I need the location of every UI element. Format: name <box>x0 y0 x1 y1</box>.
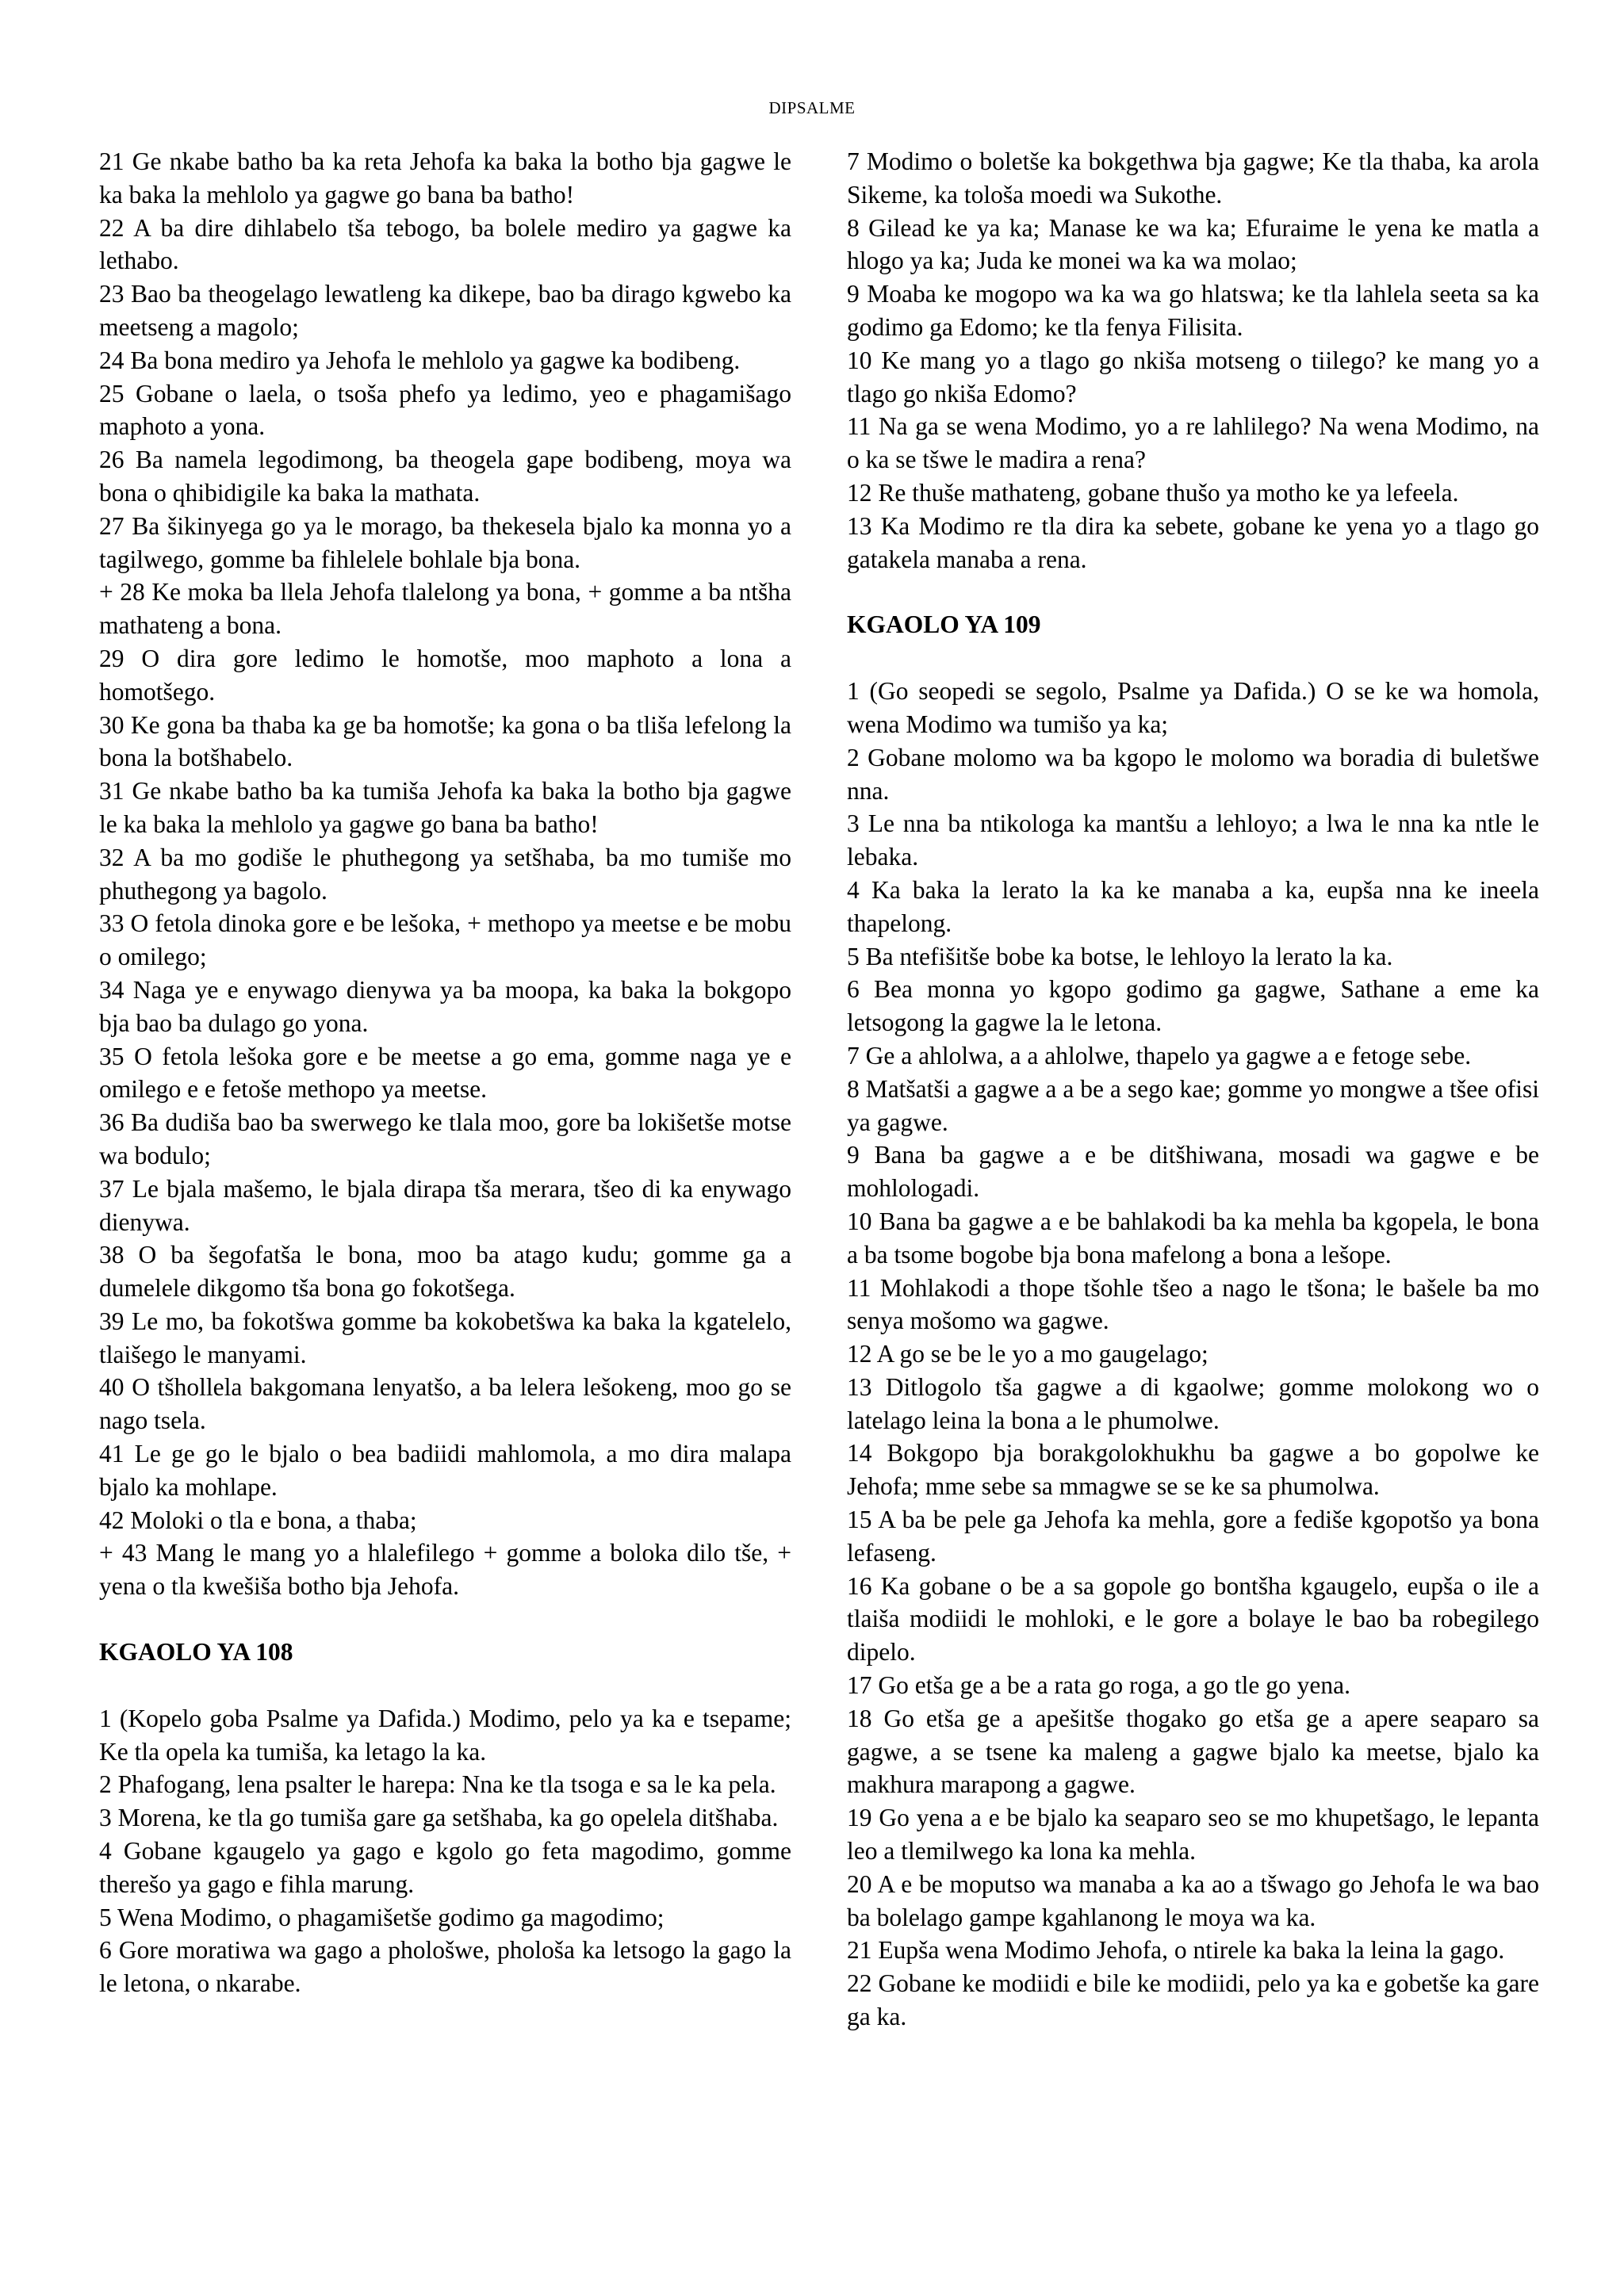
verse: 12 A go se be le yo a mo gaugelago; <box>847 1340 1208 1368</box>
verse: 33 O fetola dinoka gore e be lešoka, + methopo ya meetse e be mobu o omilego; <box>99 909 791 971</box>
verse: 25 Gobane o laela, o tsoša phefo ya ledimo, yeo e phagamišago maphoto a yona. <box>99 379 791 441</box>
verse: 24 Ba bona mediro ya Jehofa le mehlolo ya gagwe ka bodibeng. <box>99 346 741 374</box>
verse: 5 Ba ntefišitše bobe ka botse, le lehloyo la lerato la ka. <box>847 942 1393 970</box>
verse: 2 Phafogang, lena psalter le harepa: Nna ke tla tsoga e sa le ka pela. <box>99 1770 776 1799</box>
verse: 8 Matšatši a gagwe a a be a sego kae; gomme yo mongwe a tšee ofisi ya gagwe. <box>847 1074 1539 1136</box>
verse: 42 Moloki o tla e bona, a thaba; <box>99 1506 417 1534</box>
right-column <box>847 145 1539 2034</box>
running-header: DIPSALME <box>768 98 856 117</box>
verse: 19 Go yena a e be bjalo ka seaparo seo se mo khupetšago, le lepanta leo a tlemilwego ka lona ka mehla. <box>847 1804 1539 1866</box>
verse: + 43 Mang le mang yo a hlalefilego + gomme a boloka dilo tše, + yena o tla kwešiša botho bja Jehofa. <box>99 1539 791 1601</box>
verse: 1 (Go seopedi se segolo, Psalme ya Dafida.) O se ke wa homola, wena Modimo wa tumišo ya ka; <box>847 677 1539 738</box>
verse: 16 Ka gobane o be a sa gopole go bontšha kgaugelo, eupša o ile a tlaiša modiidi le mohloki, e le gore a bolaye le bao ba robegilego dipelo. <box>847 1571 1539 1667</box>
verse: 18 Go etša ge a apešitše thogako go etša ge a apere seaparo sa gagwe, a se tsene ka maleng a gagwe bjalo ka meetse, bjalo ka makhura marapong a gagwe. <box>847 1704 1539 1799</box>
verses-psalm-108-cont <box>847 145 1539 576</box>
verse: 6 Bea monna yo kgopo godimo ga gagwe, Sathane a eme ka letsogong la gagwe la le letona. <box>847 975 1539 1037</box>
verse: 14 Bokgopo bja borakgolokhukhu ba gagwe a bo gopolwe ke Jehofa; mme sebe sa mmagwe se se ke sa phumolwa. <box>847 1439 1539 1501</box>
verse: 11 Mohlakodi a thope tšohle tšeo a nago le tšona; le bašele ba mo senya mošomo wa gagwe. <box>847 1273 1539 1335</box>
verse: 9 Moaba ke mogopo wa ka wa go hlatswa; ke tla lahlela seeta sa ka godimo ga Edomo; ke tla fenya Filisita. <box>847 280 1539 341</box>
verse: 30 Ke gona ba thaba ka ge ba homotše; ka gona o ba tliša lefelong la bona la botšhabelo. <box>99 710 791 772</box>
verse: 17 Go etša ge a be a rata go roga, a go tle go yena. <box>847 1671 1350 1700</box>
verse: 23 Bao ba theogelago lewatleng ka dikepe, bao ba dirago kgwebo ka meetseng a magolo; <box>99 280 791 341</box>
verse: 3 Le nna ba ntikologa ka mantšu a lehloyo; a lwa le nna ka ntle le lebaka. <box>847 809 1539 871</box>
verses-psalm-108 <box>99 1702 791 2000</box>
verse: 4 Ka baka la lerato la ka ke manaba a ka, eupša nna ke ineela thapelong. <box>847 875 1539 937</box>
verse: 1 (Kopelo goba Psalme ya Dafida.) Modimo, pelo ya ka e tsepame; Ke tla opela ka tumiša, ka letago la ka. <box>99 1704 791 1766</box>
verses-psalm-109 <box>847 675 1539 2034</box>
verse: 10 Bana ba gagwe a e be bahlakodi ba ka mehla ba kgopela, le bona a ba tsome bogobe bja bona mafelong a bona a lešope. <box>847 1207 1539 1269</box>
verse: 13 Ka Modimo re tla dira ka sebete, gobane ke yena yo a tlago go gatakela manaba a rena. <box>847 511 1539 573</box>
verse: 40 O tšhollela bakgomana lenyatšo, a ba lelera lešokeng, moo go se nago tsela. <box>99 1373 791 1435</box>
verse: 15 A ba be pele ga Jehofa ka mehla, gore a fediše kgopotšo ya bona lefaseng. <box>847 1506 1539 1567</box>
verse: 7 Ge a ahlolwa, a a ahlolwe, thapelo ya gagwe a e fetoge sebe. <box>847 1041 1472 1070</box>
verse: 21 Ge nkabe batho ba ka reta Jehofa ka baka la botho bja gagwe le ka baka la mehlolo ya gagwe go bana ba batho! <box>99 147 791 209</box>
verse: 21 Eupša wena Modimo Jehofa, o ntirele ka baka la leina la gago. <box>847 1936 1505 1965</box>
chapter-heading-109: KGAOLO YA 109 <box>847 610 1041 639</box>
verse: 26 Ba namela legodimong, ba theogela gape bodibeng, moya wa bona o qhibidigile ka baka la mathata. <box>99 446 791 507</box>
verse: 36 Ba dudiša bao ba swerwego ke tlala moo, gore ba lokišetše motse wa bodulo; <box>99 1108 791 1169</box>
verse: 9 Bana ba gagwe a e be ditšhiwana, mosadi wa gagwe e be mohlologadi. <box>847 1141 1539 1203</box>
verse: 2 Gobane molomo wa ba kgopo le molomo wa boradia di buletšwe nna. <box>847 743 1539 805</box>
verse: 13 Ditlogolo tša gagwe a di kgaolwe; gomme molokong wo o latelago leina la bona a le phumolwe. <box>847 1372 1539 1434</box>
verse: 35 O fetola lešoka gore e be meetse a go ema, gomme naga ye e omilego e e fetoše methopo ya meetse. <box>99 1042 791 1104</box>
verse: 32 A ba mo godiše le phuthegong ya setšhaba, ba mo tumiše mo phuthegong ya bagolo. <box>99 843 791 905</box>
verse: 7 Modimo o boletše ka bokgethwa bja gagwe; Ke tla thaba, ka arola Sikeme, ka tološa moedi wa Sukothe. <box>847 147 1539 209</box>
verse: 39 Le mo, ba fokotšwa gomme ba kokobetšwa ka baka la kgatelelo, tlaišego le manyami. <box>99 1307 791 1368</box>
verse: 10 Ke mang yo a tlago go nkiša motseng o tiilego? ke mang yo a tlago go nkiša Edomo? <box>847 346 1539 408</box>
left-column <box>99 145 791 2000</box>
verse: 5 Wena Modimo, o phagamišetše godimo ga magodimo; <box>99 1903 665 1931</box>
chapter-heading-108: KGAOLO YA 108 <box>99 1638 293 1667</box>
verse: 3 Morena, ke tla go tumiša gare ga setšhaba, ka go opelela ditšhaba. <box>99 1804 779 1832</box>
verse: 34 Naga ye e enywago dienywa ya ba moopa, ka baka la bokgopo bja bao ba dulago go yona. <box>99 975 791 1037</box>
verses-psalm-107 <box>99 145 791 1603</box>
verse: 11 Na ga se wena Modimo, yo a re lahlilego? Na wena Modimo, na o ka se tšwe le madira a rena? <box>847 412 1539 474</box>
verse: 6 Gore moratiwa wa gago a phološwe, phološa ka letsogo la gago la le letona, o nkarabe. <box>99 1936 791 1998</box>
verse: 22 A ba dire dihlabelo tša tebogo, ba bolele mediro ya gagwe ka lethabo. <box>99 213 791 275</box>
verse: 37 Le bjala mašemo, le bjala dirapa tša merara, tšeo di ka enywago dienywa. <box>99 1174 791 1236</box>
verse: 8 Gilead ke ya ka; Manase ke wa ka; Efuraime le yena ke matla a hlogo ya ka; Juda ke monei wa ka wa molao; <box>847 213 1539 275</box>
verse: 12 Re thuše mathateng, gobane thušo ya motho ke ya lefeela. <box>847 478 1459 507</box>
verse: 38 O ba šegofatša le bona, moo ba atago kudu; gomme ga a dumelele dikgomo tša bona go fokotšega. <box>99 1241 791 1303</box>
verse: 41 Le ge go le bjalo o bea badiidi mahlomola, a mo dira malapa bjalo ka mohlape. <box>99 1440 791 1501</box>
verse: + 28 Ke moka ba llela Jehofa tlalelong ya bona, + gomme a ba ntšha mathateng a bona. <box>99 578 791 640</box>
verse: 22 Gobane ke modiidi e bile ke modiidi, pelo ya ka e gobetše ka gare ga ka. <box>847 1969 1539 2031</box>
verse: 29 O dira gore ledimo le homotše, moo maphoto a lona a homotšego. <box>99 644 791 706</box>
verse: 4 Gobane kgaugelo ya gago e kgolo go feta magodimo, gomme therešo ya gago e fihla marung. <box>99 1837 791 1898</box>
verse: 27 Ba šikinyega go ya le morago, ba thekesela bjalo ka monna yo a tagilwego, gomme ba fihlelele bohlale bja bona. <box>99 511 791 573</box>
verse: 31 Ge nkabe batho ba ka tumiša Jehofa ka baka la botho bja gagwe le ka baka la mehlolo ya gagwe go bana ba batho! <box>99 777 791 838</box>
verse: 20 A e be moputso wa manaba a ka ao a tšwago go Jehofa le wa bao ba bolelago gampe kgahlanong le moya wa ka. <box>847 1869 1539 1931</box>
